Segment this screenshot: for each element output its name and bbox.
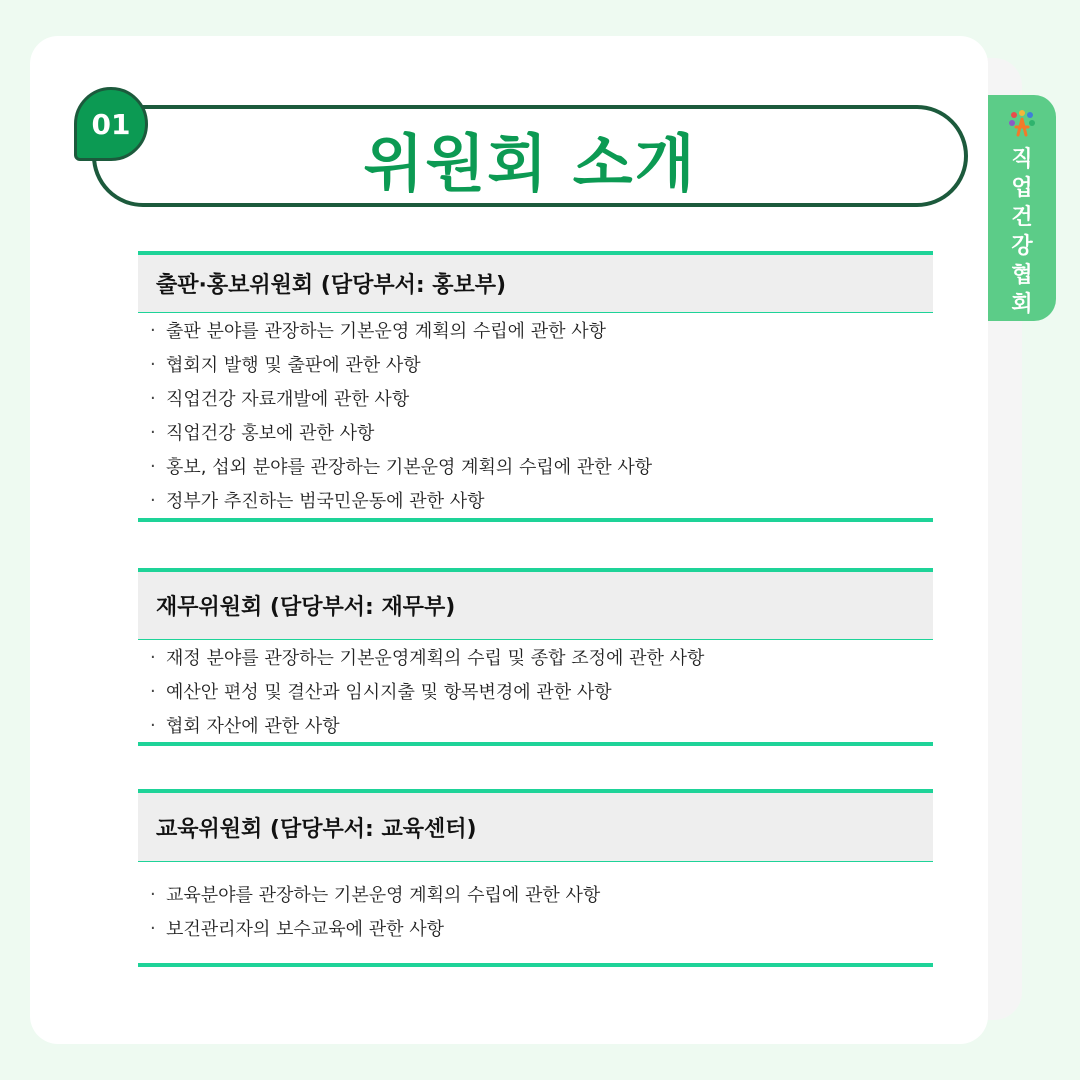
bullet: · <box>150 883 156 905</box>
duty-list <box>138 313 933 517</box>
committee-header <box>138 251 933 313</box>
list-item <box>150 911 933 945</box>
committee-section <box>138 789 933 945</box>
bullet: · <box>150 917 156 939</box>
duty-text: 정부가 추진하는 범국민운동에 관한 사항 <box>166 491 485 512</box>
list-item <box>150 381 933 415</box>
duty-text: 직업건강 자료개발에 관한 사항 <box>166 389 410 410</box>
list-item <box>150 483 933 517</box>
list-item <box>150 347 933 381</box>
committee-section <box>138 568 933 742</box>
committee-header <box>138 789 933 862</box>
duty-text: 보건관리자의 보수교육에 관한 사항 <box>166 919 444 940</box>
section-number: 01 <box>91 107 131 141</box>
duty-text: 재정 분야를 관장하는 기본운영계획의 수립 및 종합 조정에 관한 사항 <box>166 648 705 669</box>
bullet: · <box>150 714 156 736</box>
section-number-badge <box>74 87 148 161</box>
bullet: · <box>150 455 156 477</box>
bullet: · <box>150 489 156 511</box>
duty-text: 홍보, 섭외 분야를 관장하는 기본운영 계획의 수립에 관한 사항 <box>166 457 653 478</box>
bullet: · <box>150 387 156 409</box>
bullet: · <box>150 680 156 702</box>
side-tab <box>988 95 1056 321</box>
list-item <box>150 313 933 347</box>
title-banner <box>92 105 968 207</box>
duty-list <box>138 640 933 742</box>
duty-list <box>138 877 933 945</box>
bullet: · <box>150 646 156 668</box>
list-item <box>150 415 933 449</box>
committee-section <box>138 251 933 517</box>
duty-text: 협회 자산에 관한 사항 <box>166 716 340 737</box>
bullet: · <box>150 421 156 443</box>
list-item <box>150 877 933 911</box>
section-divider <box>138 742 933 746</box>
list-item <box>150 674 933 708</box>
page-title: 위원회 소개 <box>363 126 697 200</box>
side-tab-label: 직업건강협회 <box>1011 147 1033 317</box>
duty-text: 교육분야를 관장하는 기본운영 계획의 수립에 관한 사항 <box>166 885 601 906</box>
committee-header <box>138 568 933 640</box>
list-item <box>150 449 933 483</box>
list-item <box>150 640 933 674</box>
bullet: · <box>150 319 156 341</box>
duty-text: 협회지 발행 및 출판에 관한 사항 <box>166 355 421 376</box>
duty-text: 예산안 편성 및 결산과 임시지출 및 항목변경에 관한 사항 <box>166 682 612 703</box>
association-logo-icon <box>1006 109 1038 139</box>
list-item <box>150 708 933 742</box>
committee-title: 교육위원회 (담당부서: 교육센터) <box>156 816 477 842</box>
section-divider <box>138 963 933 967</box>
duty-text: 출판 분야를 관장하는 기본운영 계획의 수립에 관한 사항 <box>166 321 606 342</box>
section-divider <box>138 518 933 522</box>
committee-title: 재무위원회 (담당부서: 재무부) <box>156 595 456 620</box>
duty-text: 직업건강 홍보에 관한 사항 <box>166 423 375 444</box>
bullet: · <box>150 353 156 375</box>
committee-title: 출판·홍보위원회 (담당부서: 홍보부) <box>156 273 507 298</box>
